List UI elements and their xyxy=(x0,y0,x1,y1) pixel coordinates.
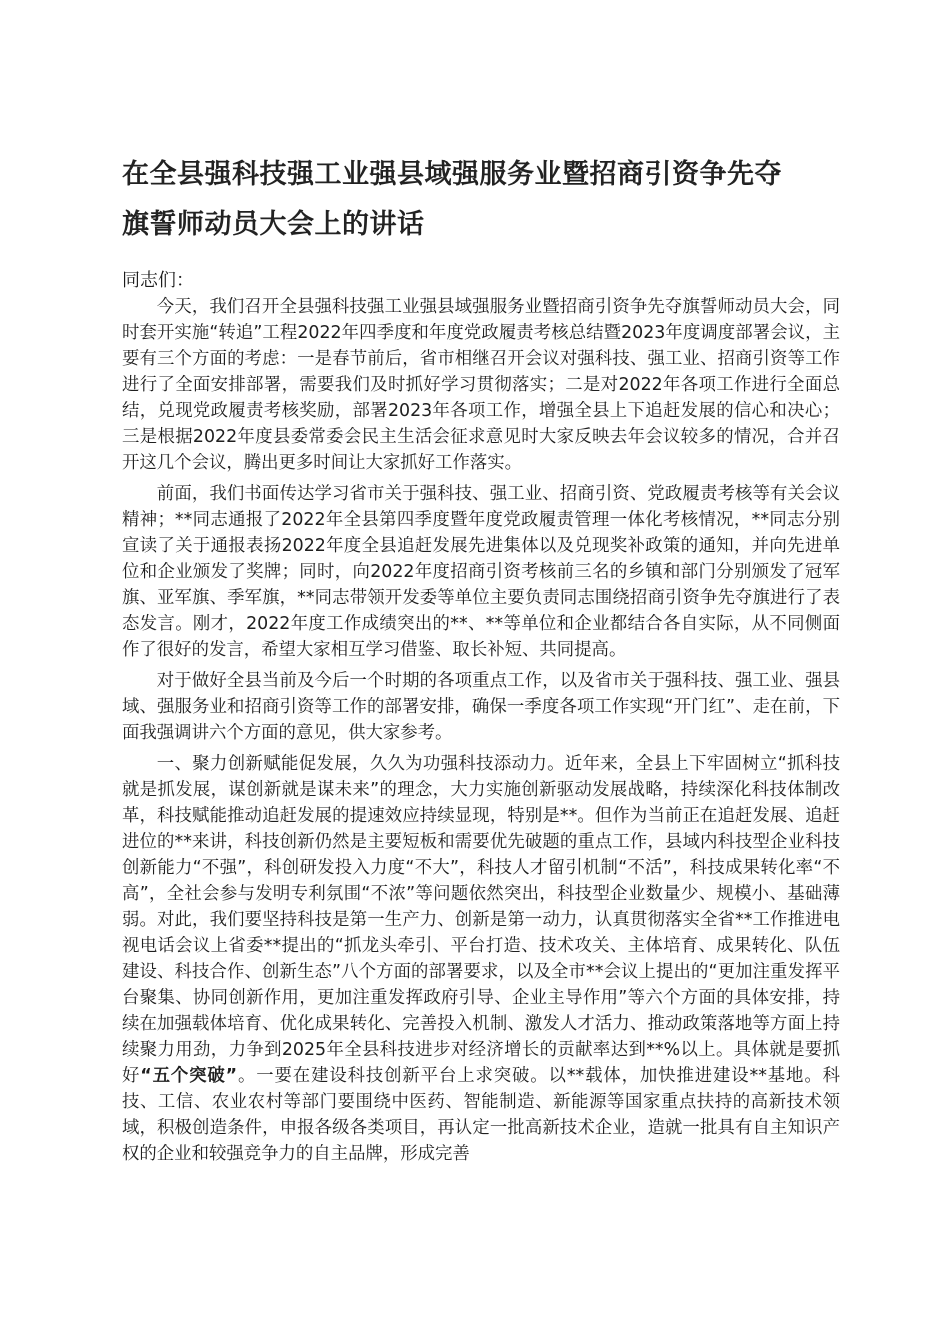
document-page xyxy=(122,150,840,1172)
paragraph-4 xyxy=(122,751,840,1167)
paragraph-3: 对于做好全县当前及今后一个时期的各项重点工作，以及省市关于强科技、强工业、强县域、强服务业和招商引资等工作的部署安排，确保一季度各项工作实现“开门红”、走在前，下面我强调讲六个方面的意见，供大家参考。 xyxy=(122,671,840,743)
paragraph-1: 今天，我们召开全县强科技强工业强县域强服务业暨招商引资争先夺旗誓师动员大会，同时套开实施“转追”工程2022年四季度和年度党政履责考核总结暨2023年度调度部署会议，主要有三个方面的考虑：一是春节前后，省市相继召开会议对强科技、强工业、招商引资等工作进行了全面安排部署，需要我们及时抓好学习贯彻落实；二是对2022年各项工作进行全面总结，兑现党政履责考核奖励，部署2023年各项工作，增强全县上下追赶发展的信心和决心；三是根据2022年度县委常委会民主生活会征求意见时大家反映去年会议较多的情况，合并召开这几个会议，腾出更多时间让大家抓好工作落实。 xyxy=(122,297,840,473)
salutation: 同志们： xyxy=(122,270,194,291)
paragraph-2: 前面，我们书面传达学习省市关于强科技、强工业、招商引资、党政履责考核等有关会议精神；**同志通报了2022年全县第四季度暨年度党政履责管理一体化考核情况，**同志分别宣读了关于通报表扬2022年度全县追赶发展先进集体以及兑现奖补政策的通知，并向先进单位和企业颁发了奖牌；同时，向2022年度招商引资考核前三名的乡镇和部门分别颁发了冠军旗、亚军旗、季军旗，**同志带领开发委等单位主要负责同志围绕招商引资争先夺旗进行了表态发言。刚才，2022年度工作成绩突出的**、**等单位和企业都结合各自实际，从不同侧面作了很好的发言，希望大家相互学习借鉴、取长补短、共同提高。 xyxy=(122,484,840,660)
paragraph-4-emphasis: “五个突破” xyxy=(140,1066,238,1086)
paragraph-4-text-a: 一、聚力创新赋能促发展，久久为功强科技添动力。近年来，全县上下牢固树立“抓科技就是抓发展，谋创新就是谋未来”的理念，大力实施创新驱动发展战略，持续深化科技体制改革，科技赋能推动追赶发展的提速效应持续显现，特别是**。但作为当前正在追赶发展、追赶进位的**来讲，科技创新仍然是主要短板和需要优先破题的重点工作，县域内科技型企业科技创新能力“不强”，科创研发投入力度“不大”，科技人才留引机制“不活”，科技成果转化率“不高”，全社会参与发明专利氛围“不浓”等问题依然突出，科技型企业数量少、规模小、基础薄弱。对此，我们要坚持科技是第一生产力、创新是第一动力，认真贯彻落实全省**工作推进电视电话会议上省委**提出的“抓龙头牵引、平台打造、技术攻关、主体培育、成果转化、队伍建设、科技合作、创新生态”八个方面的部署要求，以及全市**会议上提出的“更加注重发挥平台聚集、协同创新作用，更加注重发挥政府引导、企业主导作用”等六个方面的具体安排，持续在加强载体培育、优化成果转化、完善投入机制、激发人才活力、推动政策落地等方面上持续聚力用劲，力争到2025年全县科技进步对经济增长的贡献率达到**%以上。具体就是要抓好 xyxy=(122,754,840,1086)
title-line-1: 在全县强科技强工业强县域强服务业暨招商引资争先夺 xyxy=(122,159,782,190)
paragraph-4-text-b: 。一要在建设科技创新平台上求突破。以**载体，加快推进建设**基地。科技、工信、农业农村等部门要围绕中医药、智能制造、新能源等国家重点扶持的高新技术领域，积极创造条件，申报各级各类项目，再认定一批高新技术企业，造就一批具有自主知识产权的企业和较强竞争力的自主品牌，形成完善 xyxy=(122,1066,840,1164)
document-title xyxy=(122,150,840,250)
title-line-2: 旗誓师动员大会上的讲话 xyxy=(122,209,425,240)
